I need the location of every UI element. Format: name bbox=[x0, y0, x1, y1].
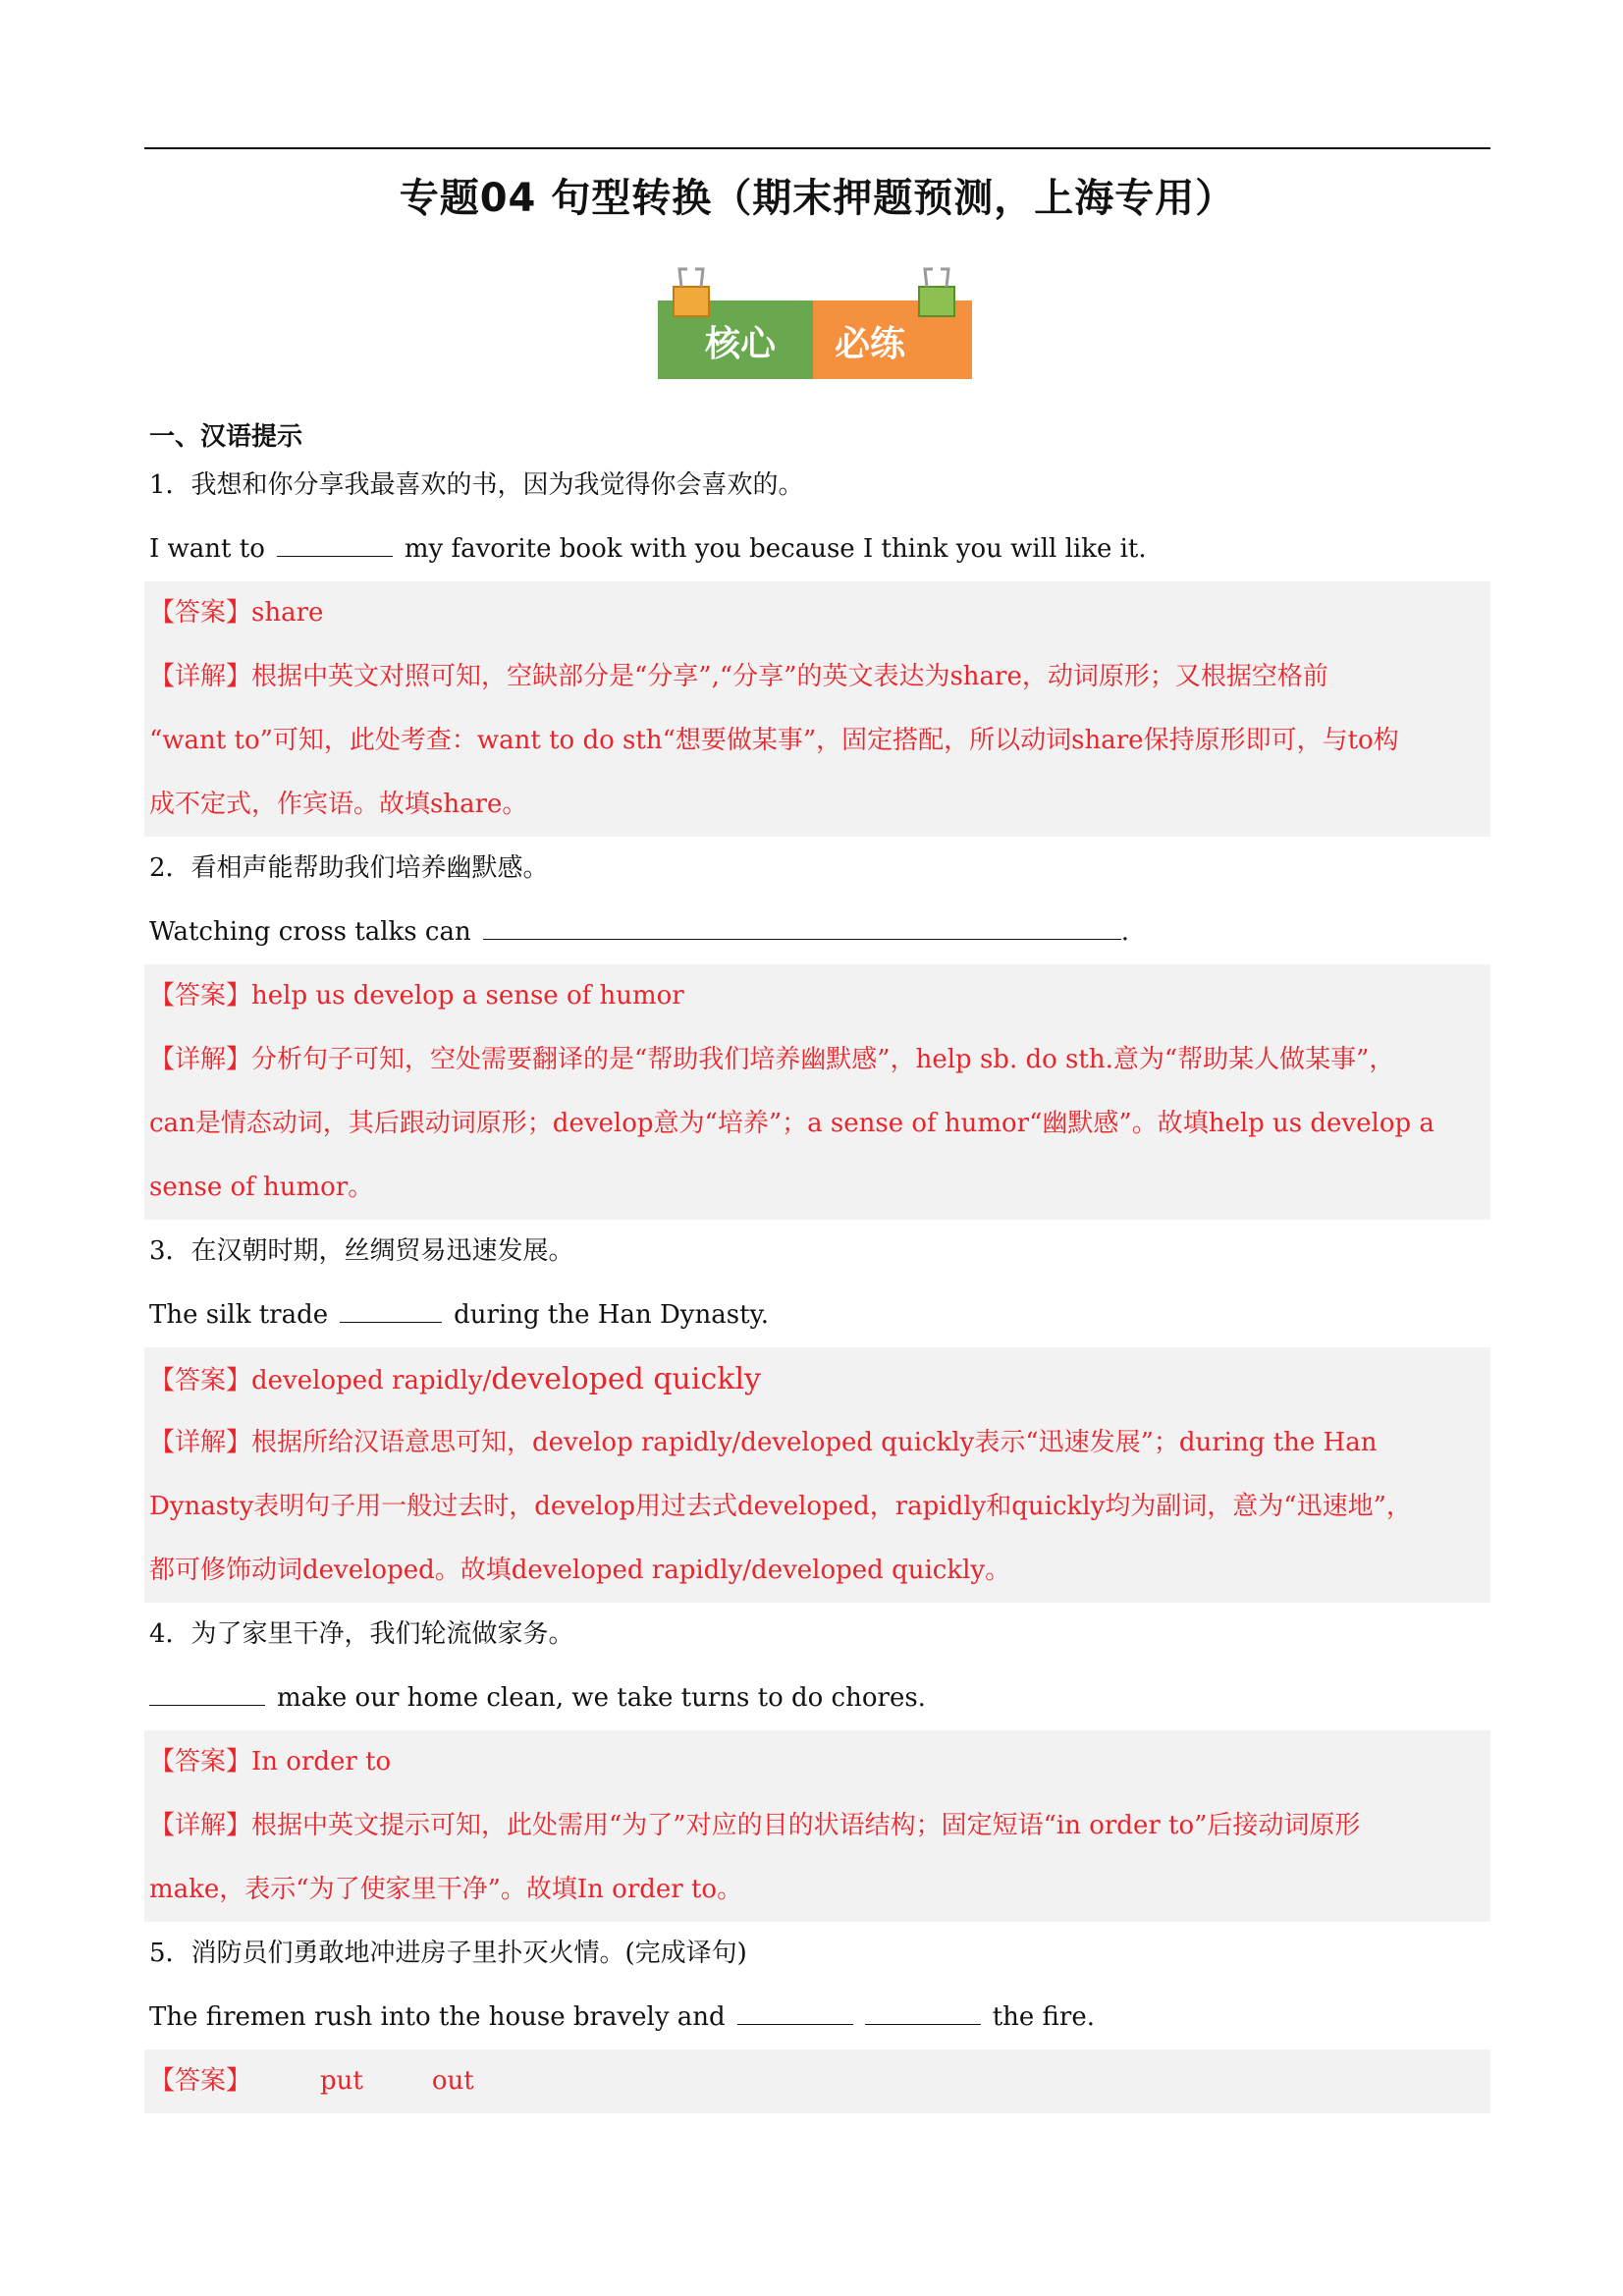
explanation-line: 都可修饰动词developed。故填developed rapidly/developed quickly。 bbox=[149, 1556, 1011, 1585]
fill-blank[interactable] bbox=[483, 917, 1121, 940]
fill-blank[interactable] bbox=[340, 1300, 442, 1323]
explanation-line: 【详解】根据所给汉语意思可知，develop rapidly/developed quickly表示“迅速发展”；during the Han bbox=[149, 1428, 1378, 1457]
answer-text: developed rapidly/ bbox=[251, 1366, 492, 1395]
answer-line bbox=[149, 964, 1486, 1028]
sentence-after: . bbox=[1120, 917, 1129, 947]
explanation-line: can是情态动词，其后跟动词原形；develop意为“培养”；a sense of humor“幽默感”。故填help us develop a bbox=[149, 1109, 1434, 1138]
sentence-before: The silk trade bbox=[149, 1300, 329, 1330]
question-2-answer-block bbox=[144, 964, 1490, 1220]
top-divider bbox=[144, 147, 1490, 149]
sentence-before: I want to bbox=[149, 534, 265, 564]
question-1-sentence bbox=[144, 518, 1490, 581]
answer-label: 【答案】 bbox=[149, 598, 252, 628]
explanation-line: make，表示“为了使家里干净”。故填In order to。 bbox=[149, 1875, 743, 1904]
question-3-prompt: 3．在汉朝时期，丝绸贸易迅速发展。 bbox=[149, 1236, 574, 1266]
badge-left-text: 核心 bbox=[704, 324, 777, 364]
answer-line bbox=[149, 2050, 1486, 2113]
sentence-after: make our home clean, we take turns to do chores. bbox=[277, 1683, 926, 1713]
answer-text-large: developed quickly bbox=[491, 1362, 761, 1396]
question-5-prompt: 5．消防员们勇敢地冲进房子里扑灭火情。(完成译句) bbox=[149, 1939, 747, 1968]
question-4-prompt: 4．为了家里干净，我们轮流做家务。 bbox=[149, 1619, 574, 1649]
sentence-before: The firemen rush into the house bravely and bbox=[149, 2002, 726, 2032]
fill-blank[interactable] bbox=[149, 1683, 265, 1706]
fill-blank[interactable] bbox=[865, 2002, 981, 2025]
question-4-sentence bbox=[144, 1667, 1490, 1730]
question-5-sentence bbox=[144, 1986, 1490, 2050]
explain-label: 【详解】 bbox=[149, 662, 252, 691]
answer-word: put bbox=[320, 2066, 363, 2096]
question-1-prompt: 1．我想和你分享我最喜欢的书，因为我觉得你会喜欢的。 bbox=[149, 470, 804, 500]
explain-label: 【详解】 bbox=[149, 1045, 252, 1074]
question-1-answer-block bbox=[144, 581, 1490, 837]
core-practice-badge bbox=[658, 265, 972, 383]
explanation-line: sense of humor。 bbox=[149, 1173, 374, 1202]
answer-line bbox=[149, 1730, 1486, 1794]
answer-label: 【答案】 bbox=[149, 1747, 252, 1777]
fill-blank[interactable] bbox=[277, 534, 393, 557]
question-4-answer-block bbox=[144, 1730, 1490, 1922]
answer-text: help us develop a sense of humor bbox=[251, 981, 684, 1011]
answer-line bbox=[149, 581, 1486, 645]
answer-word: out bbox=[431, 2066, 474, 2096]
question-2-sentence bbox=[144, 901, 1490, 964]
question-5-answer-block bbox=[144, 2050, 1490, 2113]
answer-text: share bbox=[251, 598, 324, 628]
explanation-line: Dynasty表明句子用一般过去时，develop用过去式developed，rapidly和quickly均为副词，意为“迅速地”， bbox=[149, 1492, 1412, 1521]
clip-left-icon bbox=[674, 269, 709, 316]
explanation-line: 【详解】分析句子可知，空处需要翻译的是“帮助我们培养幽默感”，help sb. do sth.意为“帮助某人做某事”， bbox=[149, 1045, 1395, 1074]
explain-label: 【详解】 bbox=[149, 1428, 252, 1457]
question-3-answer-block bbox=[144, 1347, 1490, 1603]
question-3-sentence bbox=[144, 1284, 1490, 1347]
answer-label: 【答案】 bbox=[149, 1366, 252, 1395]
answer-label: 【答案】 bbox=[149, 981, 252, 1011]
sentence-before: Watching cross talks can bbox=[149, 917, 471, 947]
section-heading: 一、汉语提示 bbox=[149, 422, 303, 452]
page-title: 专题04 句型转换（期末押题预测，上海专用） bbox=[399, 176, 1236, 221]
fill-blank[interactable] bbox=[737, 2002, 853, 2025]
explain-label: 【详解】 bbox=[149, 1811, 252, 1840]
clip-right-icon bbox=[919, 269, 954, 316]
sentence-after: my favorite book with you because I think you will like it. bbox=[404, 534, 1147, 564]
question-2-prompt: 2．看相声能帮助我们培养幽默感。 bbox=[149, 853, 549, 883]
answer-text: In order to bbox=[251, 1747, 392, 1777]
sentence-after: the fire. bbox=[992, 2002, 1095, 2032]
explanation-line: “want to”可知，此处考查：want to do sth“想要做某事”，固定搭配，所以动词share保持原形即可，与to构 bbox=[149, 726, 1399, 755]
answer-line bbox=[149, 1347, 1486, 1411]
badge-right-text: 必练 bbox=[834, 324, 906, 364]
explanation-line: 成不定式，作宾语。故填share。 bbox=[149, 790, 528, 819]
answer-label: 【答案】 bbox=[149, 2066, 252, 2096]
explanation-line: 【详解】根据中英文对照可知，空缺部分是“分享”,“分享”的英文表达为share，动词原形；又根据空格前 bbox=[149, 662, 1328, 691]
question-list bbox=[144, 454, 1490, 2113]
sentence-after: during the Han Dynasty. bbox=[454, 1300, 770, 1330]
explanation-line: 【详解】根据中英文提示可知，此处需用“为了”对应的目的状语结构；固定短语“in order to”后接动词原形 bbox=[149, 1811, 1361, 1840]
